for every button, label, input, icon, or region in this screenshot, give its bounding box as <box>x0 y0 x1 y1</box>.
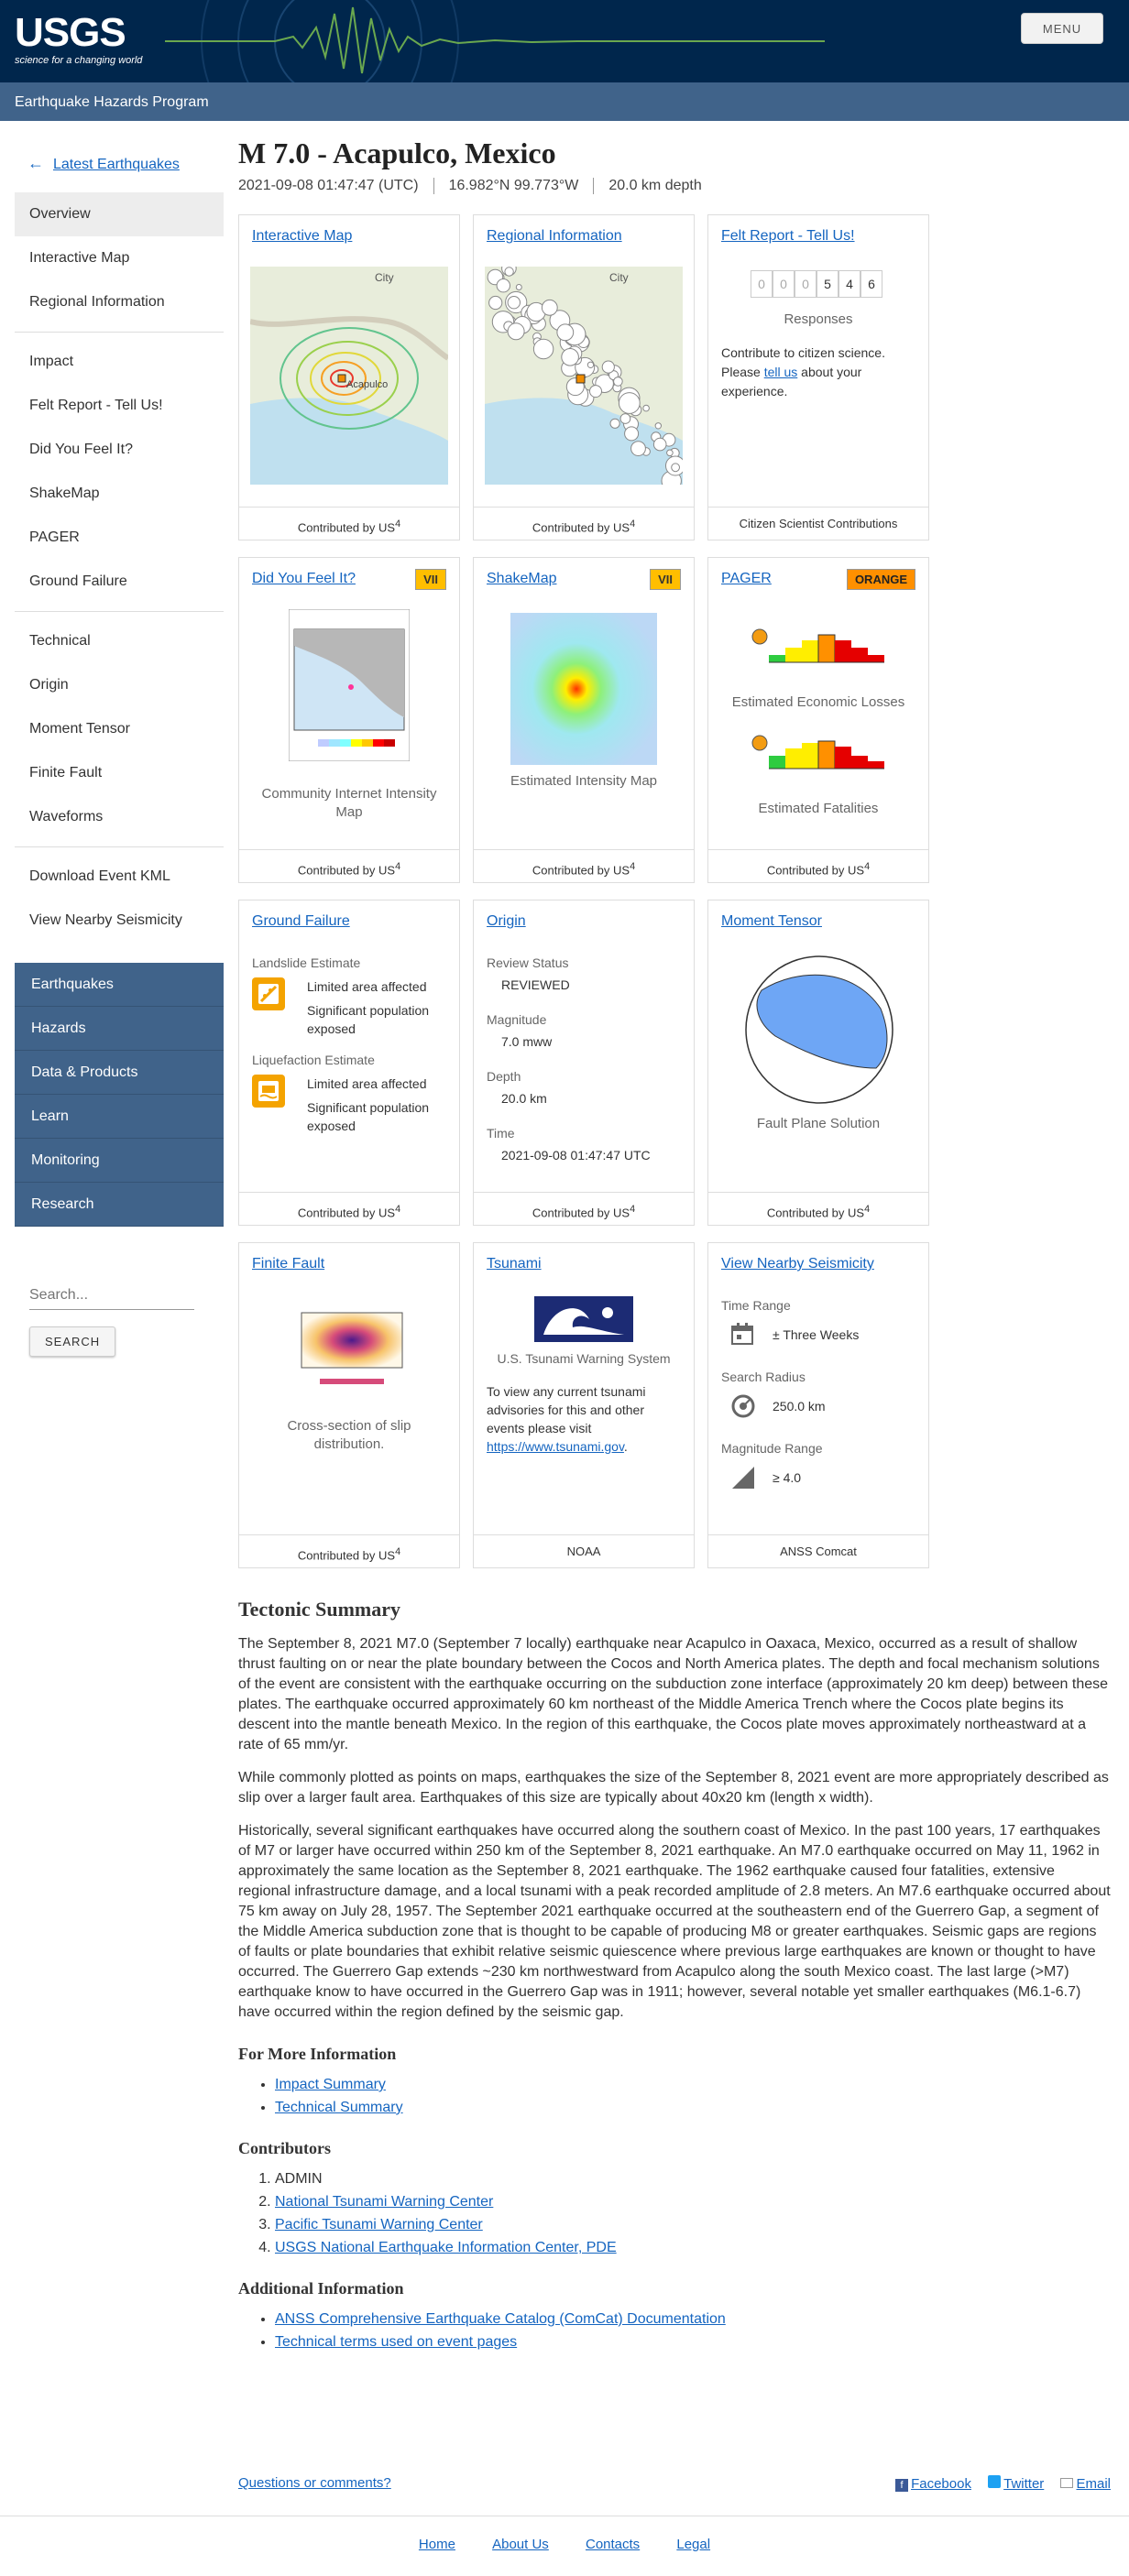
search-button[interactable]: SEARCH <box>29 1326 115 1357</box>
card-finite-fault[interactable] <box>238 1242 460 1568</box>
card-footer: Contributed by $US^4$ <box>239 1192 459 1225</box>
nav-origin[interactable]: Origin <box>29 677 69 693</box>
finite-fault-thumbnail[interactable] <box>283 1296 415 1397</box>
share-links <box>882 2475 1111 2492</box>
intensity-badge: VII <box>415 569 446 590</box>
additional-info-list <box>238 2308 1111 2353</box>
nav-waveforms[interactable]: Waveforms <box>29 809 104 824</box>
tectonic-summary-heading: Tectonic Summary <box>238 1598 401 1621</box>
time-range-value: ± Three Weeks <box>773 1327 860 1342</box>
liquefaction-icon <box>252 1075 285 1108</box>
seismicity-circle <box>590 386 602 398</box>
liquefaction-label: Liquefaction Estimate <box>252 1053 375 1067</box>
card-footer: Citizen Scientist Contributions <box>708 507 928 540</box>
radius-icon <box>730 1393 756 1419</box>
more-info-list <box>238 2073 1111 2119</box>
seismicity-circle <box>505 267 513 276</box>
origin-magnitude: Magnitude 7.0 mww <box>487 1012 553 1049</box>
card-origin[interactable] <box>473 900 695 1226</box>
nav-divider <box>15 611 224 612</box>
summary-paragraph: Historically, several significant earthquakes have occurred along the southern coast of Mexico. In the past 100 years, 17 earthquakes of M7 or larger have occurred within 250 km of the September 8, 2021 earthquake. An M7.0 earthquake occurred on May 11, 1962 in approximately the same location as the September 8, 2021 earthquake. The 1962 earthquake caused four fatalities, extensive regional infrastructure damage, and a local tsunami with a peak recorded amplitude of 2.8 meters. An M7.6 earthquake occurred about 75 km away on July 28, 1957. The September 2021 earthquake occurred at the southeastern end of the Guerrero Gap, a segment of the Middle America subduction zone that is thought to be capable of producing M8 or greater earthquakes. Seismic gaps are regions of faults or plate boundaries that exhibit relative seismic quiescence where previous large earthquakes are known or thought to have occurred. The Guerrero Gap extends ~230 km northwestward from Acapulco along the south Mexico coast. The last large (>M7) earthquake know to have occurred in the Guerrero Gap was in 1911; however, several notable yet smaller earthquakes (M6.1-6.7) have occurred within the region defined by the seismic gap. <box>238 1823 1111 2020</box>
card-footer: Contributed by $US^4$ <box>708 1192 928 1225</box>
card-ground-failure[interactable] <box>238 900 460 1226</box>
search-input[interactable] <box>29 1282 194 1310</box>
summary-paragraph: The September 8, 2021 M7.0 (September 7 locally) earthquake near Acapulco in Oaxaca, Mexico, occurred as a result of shallow thrust faulting on or near the plate boundary between the Cocos and North America plates. The depth and focal mechanism solutions of the event are consistent with the earthquake occurring on the subduction zone interface (approximately 20 km deep) between these plates. The earthquake occurred approximately 60 km northeast of the Middle America Trench where the Cocos plate begins its descent into the mantle beneath Mexico. In the region of this earthquake, the Cocos plate moves approximately northeastward at a rate of 65 mm/yr. <box>238 1636 1109 1752</box>
seismicity-circle <box>533 339 553 358</box>
twitter-link[interactable]: Twitter <box>988 2476 1044 2492</box>
svg-text:City: City <box>609 271 629 284</box>
calendar-icon <box>730 1322 754 1346</box>
seismicity-circle <box>655 423 661 429</box>
tsunami-text: To view any current tsunami advisories for this and other events please visit https://www.tsunami.gov. <box>487 1384 646 1454</box>
liquefaction-population: Significant population exposed <box>307 1100 430 1133</box>
seismicity-circle <box>672 464 680 472</box>
card-footer: Contributed by $US^4$ <box>239 849 459 882</box>
nav-divider <box>15 846 224 847</box>
nav-divider <box>15 332 224 333</box>
card-regional-information[interactable] <box>473 214 695 540</box>
contributors-heading: Contributors <box>238 2139 332 2157</box>
seismicity-circle <box>602 361 614 373</box>
seismicity-circle <box>653 438 666 451</box>
card-title[interactable]: Origin <box>487 913 526 929</box>
seismicity-circle <box>508 323 524 340</box>
card-dyfi[interactable] <box>238 557 460 883</box>
search-radius-value: 250.0 km <box>773 1399 826 1414</box>
section-learn[interactable]: Learn <box>15 1095 224 1139</box>
card-title[interactable]: Tsunami <box>487 1256 542 1272</box>
list-item <box>275 2236 1111 2259</box>
more-info-heading: For More Information <box>238 2045 397 2063</box>
footer-legal-link[interactable]: Legal <box>676 2537 711 2552</box>
alert-badge: ORANGE <box>847 569 915 590</box>
nav-moment-tensor[interactable]: Moment Tensor <box>29 721 130 737</box>
nav-pager[interactable]: PAGER <box>29 529 80 545</box>
nav-shakemap[interactable]: ShakeMap <box>29 486 100 501</box>
card-moment-tensor[interactable] <box>707 900 929 1226</box>
card-pager[interactable] <box>707 557 929 883</box>
seismicity-circle <box>508 297 520 309</box>
seismicity-circle <box>587 362 593 367</box>
header-banner <box>0 0 1129 82</box>
origin-review: Review Status REVIEWED <box>487 955 570 992</box>
main-content <box>238 136 1111 1563</box>
card-footer: ANSS Comcat <box>708 1534 928 1567</box>
comcat-doc-link[interactable]: ANSS Comprehensive Earthquake Catalog (ComCat) Documentation <box>275 2311 726 2327</box>
list-item <box>275 2213 1111 2236</box>
event-depth: 20.0 km depth <box>608 178 702 193</box>
seismogram-art <box>165 0 825 82</box>
back-arrow-icon: ← <box>27 154 44 172</box>
magnitude-icon <box>730 1465 756 1490</box>
list-item <box>275 2330 1111 2353</box>
nav-ground-failure[interactable]: Ground Failure <box>29 573 127 589</box>
list-item <box>275 2190 1111 2213</box>
seismicity-circle <box>562 349 579 366</box>
tsunami-org: U.S. Tsunami Warning System <box>497 1351 671 1366</box>
regional-map-thumbnail[interactable] <box>485 267 683 485</box>
intensity-badge: VII <box>650 569 681 590</box>
fatalities-chart[interactable] <box>751 734 888 778</box>
summary-paragraph: While commonly plotted as points on maps, earthquakes the size of the September 8, 2021 event are more appropriately described as slip over a larger fault area. Earthquakes of this size are typically about 40x20 km (length x width). <box>238 1770 1109 1806</box>
menu-button[interactable]: MENU <box>1021 13 1103 44</box>
site-footer <box>0 2516 1129 2552</box>
counter-digit: 0 <box>751 270 773 298</box>
landslide-population: Significant population exposed <box>307 1003 430 1036</box>
seismicity-circle <box>620 414 630 424</box>
seismicity-circle <box>489 296 502 309</box>
nav-nearby-seismicity[interactable]: View Nearby Seismicity <box>29 912 182 928</box>
event-location: 16.982°N 99.773°W <box>449 178 595 194</box>
technical-terms-link[interactable]: Technical terms used on event pages <box>275 2334 518 2350</box>
interactive-map-thumbnail[interactable] <box>250 267 448 485</box>
time-range-label: Time Range <box>721 1298 791 1313</box>
neic-link[interactable]: USGS National Earthquake Information Center, PDE <box>275 2240 617 2255</box>
origin-depth: Depth 20.0 km <box>487 1069 547 1106</box>
list-item: 1. ADMIN <box>275 2167 1111 2190</box>
economic-losses-chart[interactable] <box>751 628 888 671</box>
responses-label: Responses <box>784 311 853 327</box>
finite-fault-caption: Cross-section of slip distribution. <box>287 1418 411 1452</box>
contributors-list <box>238 2167 1111 2259</box>
nav-overview[interactable]: Overview <box>15 192 224 236</box>
list-item <box>275 2308 1111 2330</box>
counter-digit: 6 <box>860 270 882 298</box>
nav-download-kml[interactable]: Download Event KML <box>29 868 170 884</box>
facebook-icon: f <box>895 2479 908 2492</box>
seismicity-circle <box>497 279 510 292</box>
site-sections <box>15 963 224 1227</box>
nav-interactive-map[interactable]: Interactive Map <box>29 250 130 266</box>
email-link[interactable]: Email <box>1060 2476 1111 2492</box>
counter-digit: 5 <box>817 270 839 298</box>
event-time: 2021-09-08 01:47:47 (UTC) <box>238 178 434 194</box>
ptwc-link[interactable]: Pacific Tsunami Warning Center <box>275 2217 483 2232</box>
economic-losses-caption: Estimated Economic Losses <box>731 694 905 710</box>
fatalities-caption: Estimated Fatalities <box>758 801 879 816</box>
technical-summary-link[interactable]: Technical Summary <box>275 2100 403 2115</box>
seismicity-circle <box>557 324 574 341</box>
card-title[interactable]: PAGER <box>721 571 772 586</box>
shakemap-thumbnail[interactable] <box>510 613 657 765</box>
card-footer: Contributed by $US^4$ <box>239 1534 459 1567</box>
seismicity-circle <box>542 300 557 315</box>
event-nav <box>15 192 224 943</box>
tectonic-summary <box>238 1598 1111 2353</box>
landslide-icon <box>252 977 285 1010</box>
footer-about-link[interactable]: About Us <box>492 2537 549 2552</box>
seismicity-circle <box>619 393 640 414</box>
card-footer: NOAA <box>474 1534 694 1567</box>
facebook-link[interactable]: f Facebook <box>895 2476 971 2492</box>
liquefaction-area: Limited area affected <box>307 1076 427 1091</box>
nav-regional-information[interactable]: Regional Information <box>29 294 165 310</box>
section-research[interactable]: Research <box>15 1183 224 1227</box>
section-monitoring[interactable]: Monitoring <box>15 1139 224 1183</box>
tell-us-link[interactable]: tell us <box>763 365 798 379</box>
nav-dyfi[interactable]: Did You Feel It? <box>29 442 133 457</box>
landslide-label: Landslide Estimate <box>252 955 361 970</box>
seismicity-circle <box>643 405 650 411</box>
card-footer: Contributed by $US^4$ <box>474 1192 694 1225</box>
dyfi-map-thumbnail[interactable] <box>289 609 410 761</box>
seismicity-circle <box>614 377 623 387</box>
usgs-logo[interactable]: USGS science for a changing world <box>15 10 143 66</box>
sidebar <box>15 137 224 1357</box>
response-counter <box>751 270 882 298</box>
counter-digit: 0 <box>773 270 795 298</box>
card-footer: Contributed by $US^4$ <box>474 849 694 882</box>
seismicity-circle <box>610 419 619 428</box>
beachball-icon[interactable] <box>743 954 895 1106</box>
card-shakemap[interactable] <box>473 557 695 883</box>
card-nearby-seismicity[interactable] <box>707 1242 929 1568</box>
nav-finite-fault[interactable]: Finite Fault <box>29 765 103 780</box>
svg-text:Acapulco: Acapulco <box>346 379 389 390</box>
counter-digit: 0 <box>795 270 817 298</box>
card-title[interactable]: Moment Tensor <box>721 913 822 929</box>
nav-technical[interactable]: Technical <box>29 633 91 649</box>
card-title[interactable]: Interactive Map <box>252 228 353 244</box>
seismicity-circle <box>516 285 521 290</box>
card-footer: Contributed by $US^4$ <box>474 507 694 540</box>
magnitude-range-value: ≥ 4.0 <box>773 1470 802 1485</box>
section-data-products[interactable]: Data & Products <box>15 1051 224 1095</box>
footer-home-link[interactable]: Home <box>418 2537 455 2552</box>
tsunami-wave-icon <box>534 1296 633 1342</box>
card-title[interactable]: ShakeMap <box>487 571 557 586</box>
program-title[interactable]: Earthquake Hazards Program <box>0 82 1129 121</box>
card-felt-report[interactable] <box>707 214 929 540</box>
card-title[interactable]: Ground Failure <box>252 913 350 929</box>
search-form <box>15 1282 224 1357</box>
origin-time: Time 2021-09-08 01:47:47 UTC <box>487 1126 651 1162</box>
card-title[interactable]: Finite Fault <box>252 1256 325 1272</box>
card-title[interactable]: Felt Report - Tell Us! <box>721 228 855 244</box>
card-tsunami[interactable] <box>473 1242 695 1568</box>
landslide-area: Limited area affected <box>307 979 427 994</box>
seismicity-circle <box>625 427 639 441</box>
counter-digit: 4 <box>839 270 860 298</box>
card-interactive-map[interactable] <box>238 214 460 540</box>
ntwc-link[interactable]: National Tsunami Warning Center <box>275 2194 494 2210</box>
latest-earthquakes-link[interactable]: ← Latest Earthquakes <box>27 154 180 172</box>
additional-info-heading: Additional Information <box>238 2279 404 2298</box>
impact-summary-link[interactable]: Impact Summary <box>275 2077 386 2092</box>
list-item <box>275 2096 1111 2119</box>
twitter-icon <box>988 2475 1001 2488</box>
card-footer: Contributed by $US^4$ <box>239 507 459 540</box>
card-title[interactable]: View Nearby Seismicity <box>721 1256 874 1272</box>
svg-text:City: City <box>375 271 394 284</box>
section-earthquakes[interactable]: Earthquakes <box>15 963 224 1007</box>
section-hazards[interactable]: Hazards <box>15 1007 224 1051</box>
questions-link[interactable]: Questions or comments? <box>238 2475 391 2491</box>
moment-tensor-caption: Fault Plane Solution <box>756 1116 881 1131</box>
felt-report-text: Contribute to citizen science. Please tell us about your experience. <box>721 345 885 398</box>
magnitude-range-label: Magnitude Range <box>721 1441 823 1456</box>
email-icon <box>1060 2478 1073 2488</box>
list-item <box>275 2073 1111 2096</box>
page-bottom-bar <box>238 2475 1111 2491</box>
nav-felt-report[interactable]: Felt Report - Tell Us! <box>29 398 163 413</box>
card-footer: Contributed by $US^4$ <box>708 849 928 882</box>
event-meta <box>238 178 1111 194</box>
card-title[interactable]: Did You Feel It? <box>252 571 356 586</box>
search-radius-label: Search Radius <box>721 1370 806 1384</box>
tsunami-gov-link[interactable]: https://www.tsunami.gov <box>487 1439 624 1454</box>
seismicity-circle <box>631 442 646 456</box>
seismicity-circle <box>667 450 674 456</box>
nav-impact[interactable]: Impact <box>29 354 74 369</box>
event-title: M 7.0 - Acapulco, Mexico <box>238 136 556 169</box>
shakemap-caption: Estimated Intensity Map <box>510 773 658 789</box>
footer-contacts-link[interactable]: Contacts <box>585 2537 641 2552</box>
card-title[interactable]: Regional Information <box>487 228 622 244</box>
dyfi-caption: Community Internet Intensity Map <box>261 786 437 820</box>
